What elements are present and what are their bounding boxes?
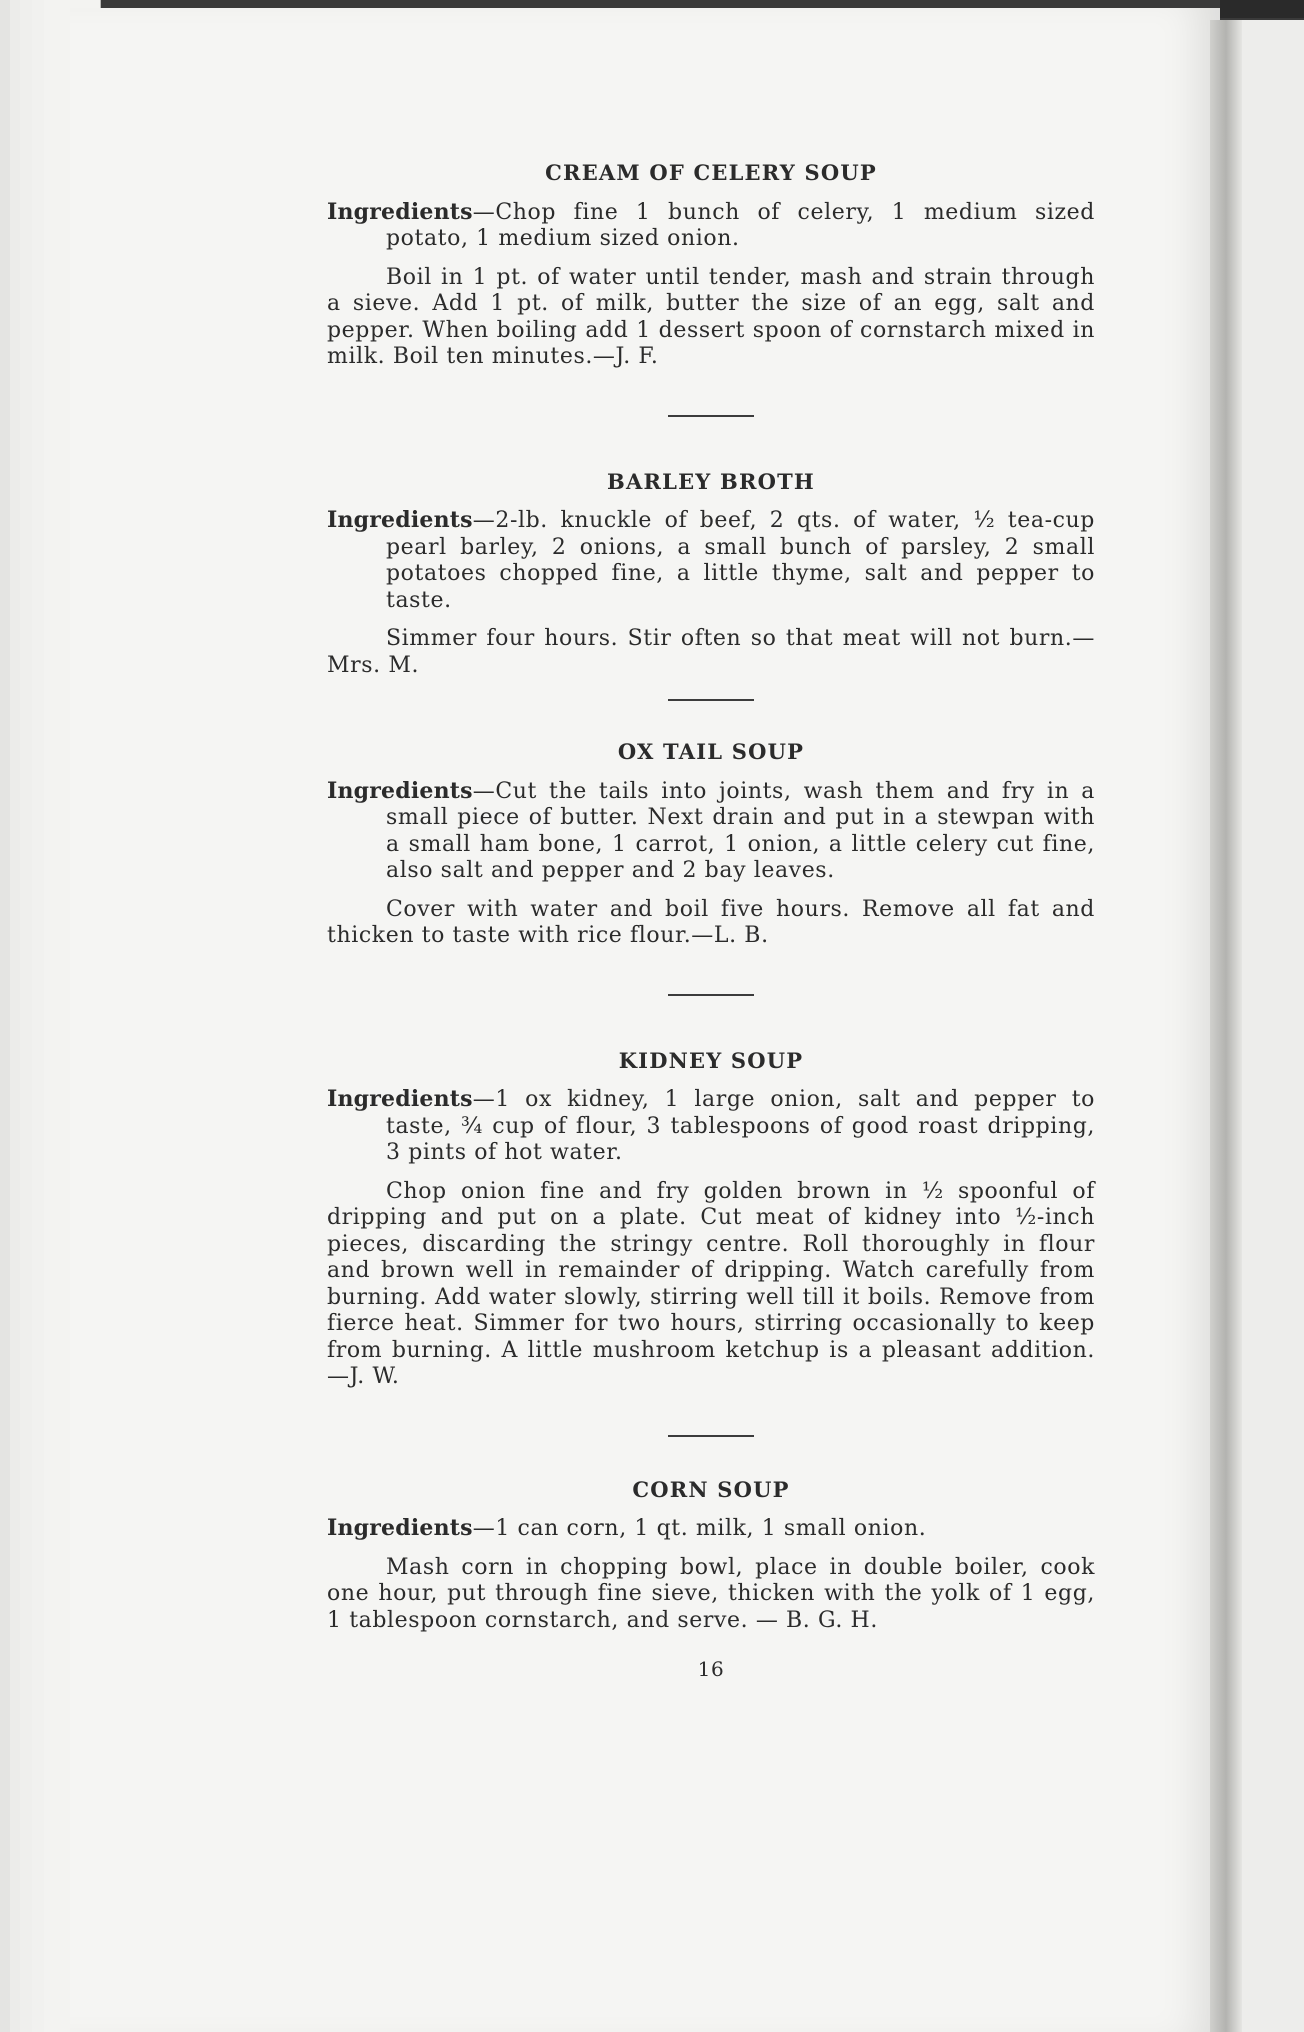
ingredients-label: Ingredients — [327, 777, 473, 804]
ingredients-label: Ingredients — [327, 507, 473, 533]
ingredients-label: Ingredients — [327, 1086, 473, 1112]
recipe-title: BARLEY BROTH — [607, 468, 815, 494]
next-page-edge — [1242, 20, 1304, 2032]
ingredients-label: Ingredients — [327, 198, 473, 225]
recipe-ingredients — [327, 1515, 1095, 1543]
recipe-title: OX TAIL SOUP — [617, 739, 805, 764]
recipe-ingredients — [327, 778, 1095, 885]
recipe-ingredients — [327, 199, 1095, 253]
ingredients-text: —1 can corn, 1 qt. milk, 1 small onion. — [472, 1516, 927, 1541]
ingredients-text: —Cut the tails into joints, wash them and fry in a small piece of butter. Next drain and put in a stewpan with a small ham bone, 1 carrot, 1 onion, a little celery cut fine, also salt and pepper and 2 bay leaves. — [386, 778, 1095, 883]
recipe-title: CORN SOUP — [632, 1476, 790, 1502]
recipe-kidney-soup — [327, 1048, 1095, 1391]
recipe-method: Boil in 1 pt. of water until tender, mash and strain through a sieve. Add 1 pt. of milk, butter the size of an egg, salt and pepper. When boiling add 1 dessert spoon of cornstarch mixed in milk. Boil ten minutes.—J. F. — [327, 264, 1095, 369]
recipe-method: Chop onion fine and fry golden brown in ½ spoonful of dripping and put on a plate. Cut meat of kidney into ½-inch pieces, discarding the stringy centre. Roll thoroughly in flour and brown well in remainder of dripping. Watch carefully from burning. Add water slowly, stirring well till it boils. Remove from fierce heat. Simmer for two hours, stirring occasionally to keep from burning. A little mushroom ketchup is a pleasant addition.—J. W. — [327, 1178, 1095, 1389]
background-band — [1220, 0, 1304, 18]
book-spine — [1210, 20, 1242, 2032]
ingredients-label: Ingredients — [327, 1515, 473, 1541]
recipe-title: CREAM OF CELERY SOUP — [545, 160, 877, 185]
recipe-method: Mash corn in chopping bowl, place in double boiler, cook one hour, put through fine sieve, thicken with the yolk of 1 egg, 1 tablespoon cornstarch, and serve. — B. G. H. — [327, 1554, 1095, 1633]
recipe-ingredients — [327, 1086, 1095, 1167]
recipe-ingredients — [327, 507, 1095, 614]
recipe-method: Cover with water and boil five hours. Remove all fat and thicken to taste with rice flour.—L. B. — [327, 896, 1095, 948]
recipe-method: Simmer four hours. Stir often so that meat will not burn.—Mrs. M. — [327, 626, 1095, 678]
ingredients-text: —Chop fine 1 bunch of celery, 1 medium sized potato, 1 medium sized onion. — [386, 199, 1095, 251]
recipe-ox-tail-soup — [327, 739, 1095, 950]
recipe-barley-broth — [327, 469, 1095, 680]
ingredients-text: —1 ox kidney, 1 large onion, salt and pepper to taste, ¾ cup of flour, 3 tablespoons of good roast dripping, 3 pints of hot water. — [386, 1087, 1095, 1165]
recipe-cream-of-celery-soup — [327, 160, 1095, 371]
ingredients-text: —2-lb. knuckle of beef, 2 qts. of water, ½ tea-cup pearl barley, 2 onions, a small bunch of parsley, 2 small potatoes chopped fine, a little thyme, salt and pepper to taste. — [386, 508, 1095, 613]
page-number: 16 — [697, 1657, 725, 1681]
recipe-corn-soup — [327, 1477, 1095, 1635]
page-content — [327, 160, 1095, 1683]
recipe-title: KIDNEY SOUP — [618, 1047, 804, 1073]
